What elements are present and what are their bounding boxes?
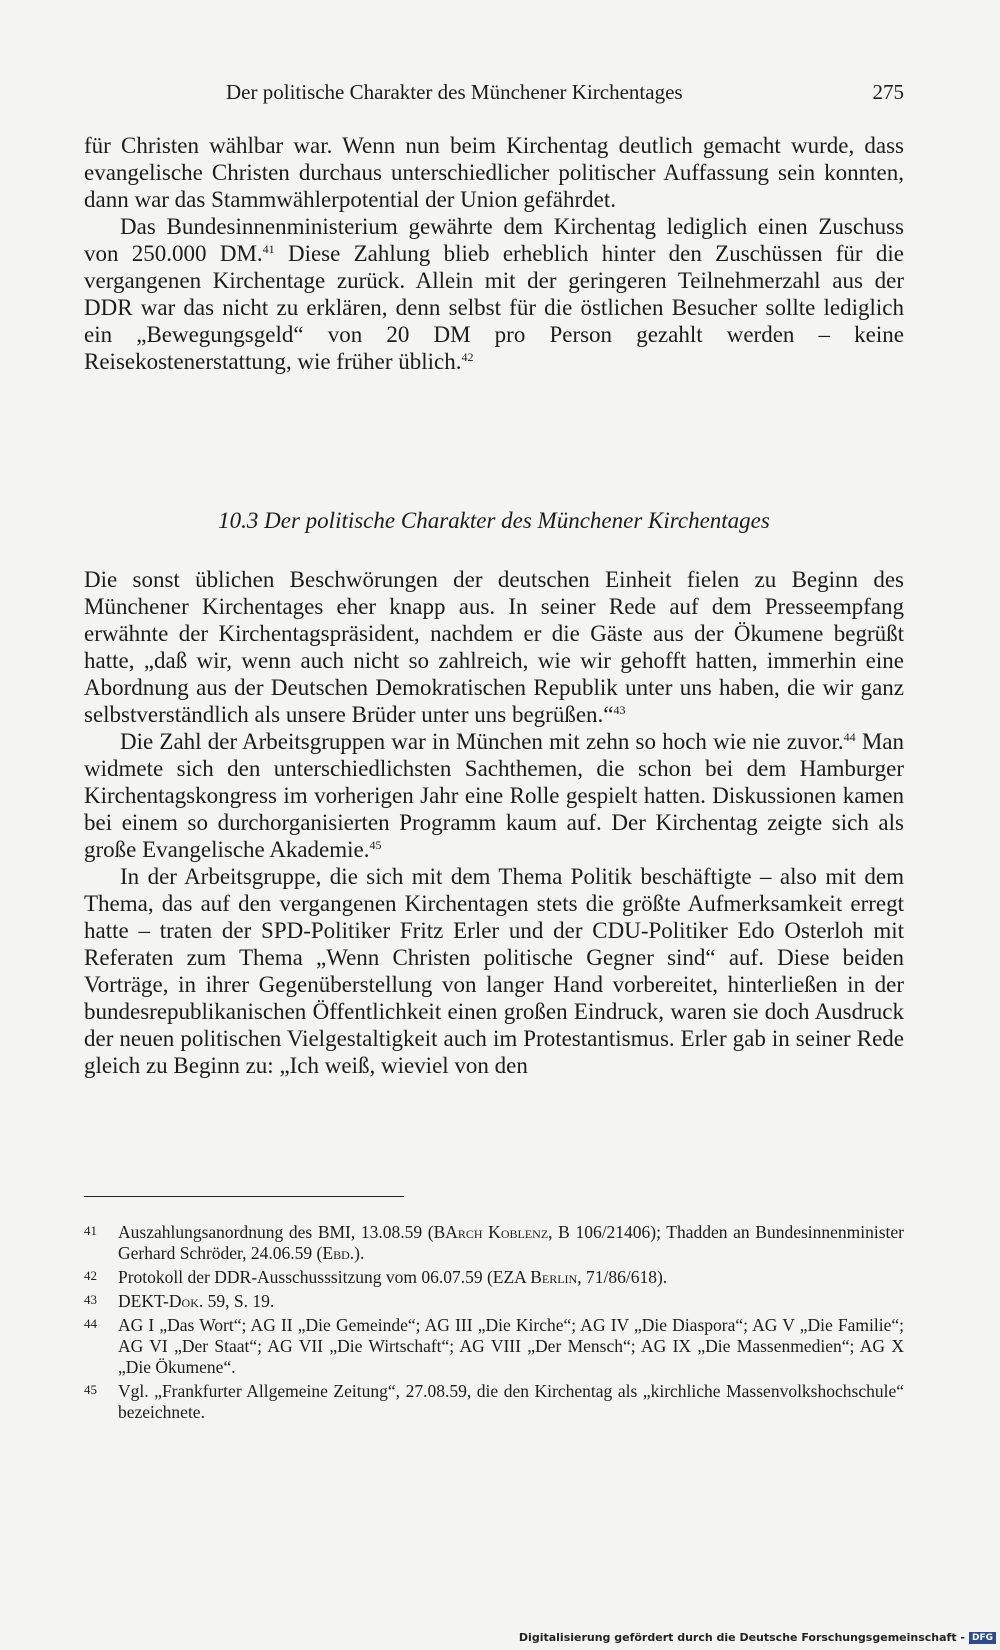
text-run: , 71/86/618). [577, 1267, 668, 1287]
dfg-logo: DFG [969, 1632, 996, 1644]
text-run: Die sonst üblichen Beschwörungen der deutschen Einheit fielen zu Beginn des Münchener Kirchentages eher knapp aus. In seiner Rede auf dem Presseempfang erwähnte der Kirchentagspräsident, nachdem er die Gäste aus der Ökumene begrüßt hatte, „daß wir, wenn auch nicht so zahlreich, wie wir gehofft hatten, immerhin eine Abordnung aus der Deutschen Demokratischen Republik unter uns haben, die wir ganz selbstverständlich als unsere Brüder unter uns begrüßen.“ [84, 567, 904, 727]
paragraph: In der Arbeitsgruppe, die sich mit dem Thema Politik beschäftigte – also mit dem Thema, das auf den vergangenen Kirchentagen stets die größte Aufmerksamkeit erregt hatte – traten der SPD-Politiker Fritz Erler und der CDU-Politiker Edo Osterloh mit Referaten zum Thema „Wenn Christen politische Gegner sind“ auf. Diese beiden Vorträge, in ihrer Gegenüberstellung von langer Hand vorbereitet, hinterließen in der bundesrepublikanischen Öffentlichkeit einen großen Eindruck, waren sie doch Ausdruck der neuen politischen Vielgestaltigkeit auch im Protestantismus. Erler gab in seiner Rede gleich zu Beginn zu: „Ich weiß, wieviel von den [84, 864, 904, 1078]
text-run: Auszahlungsanordnung des BMI, 13.08.59 ( [118, 1222, 434, 1242]
paragraph [84, 213, 904, 375]
body-text-main [84, 566, 904, 1079]
digitization-credit [519, 1631, 996, 1644]
footnote [84, 1291, 904, 1312]
paragraph [84, 728, 904, 863]
credit-text: Digitalisierung gefördert durch die Deutsche Forschungsgemeinschaft - [518, 1631, 965, 1644]
text-run: Berlin [530, 1267, 578, 1287]
footnote-number: 42 [84, 1268, 97, 1283]
text-run: Dok. [168, 1291, 204, 1311]
footnote-ref: 41 [262, 242, 275, 256]
text-run: Protokoll der DDR-Ausschusssitzung vom 06.07.59 (EZA [118, 1267, 531, 1287]
footnote [84, 1222, 904, 1264]
footnote [84, 1315, 904, 1378]
text-run: Das Bundesinnenministerium gewährte dem Kirchentag lediglich einen Zuschuss von 250.000 DM. [84, 214, 904, 266]
body-text-top [84, 132, 904, 375]
footnote-number: 41 [84, 1223, 97, 1238]
footnote [84, 1381, 904, 1423]
text-run: Ebd. [322, 1243, 355, 1263]
footnote-ref: 45 [369, 838, 382, 852]
text-run: DEKT- [118, 1291, 169, 1311]
footnote-ref: 44 [843, 730, 856, 744]
footnote-ref: 42 [461, 350, 474, 364]
footnote-ref: 43 [613, 703, 626, 717]
footnote-number: 44 [84, 1316, 97, 1331]
text-run: BArch Koblenz [433, 1222, 549, 1242]
section-heading: 10.3 Der politische Charakter des Münchener Kirchentages [218, 508, 770, 533]
footnote-rule [84, 1196, 404, 1197]
text-run: 59, S. 19. [203, 1291, 275, 1311]
text-run: Die Zahl der Arbeitsgruppen war in München mit zehn so hoch wie nie zuvor. [120, 729, 844, 754]
running-title: Der politische Charakter des Münchener Kirchentages [226, 80, 683, 104]
footnote [84, 1267, 904, 1288]
paragraph: für Christen wählbar war. Wenn nun beim Kirchentag deutlich gemacht wurde, dass evangelische Christen durchaus unterschiedlicher politischer Auffassung sein konnten, dann war das Stammwählerpotential der Union gefährdet. [84, 133, 904, 212]
paragraph [84, 566, 904, 728]
footnote-number: 43 [84, 1292, 97, 1307]
text-run: ). [354, 1243, 365, 1263]
text-run: Vgl. „Frankfurter Allgemeine Zeitung“, 27.08.59, die den Kirchentag als „kirchliche Massenvolkshochschule“ bezeichnete. [118, 1381, 904, 1422]
running-header [84, 80, 904, 110]
text-run: Man widmete sich den unterschiedlichsten Sachthemen, die schon bei dem Hamburger Kirchentagskongress im vorherigen Jahr eine Rolle gespielt hatten. Diskussionen kamen bei einem so durchorganisierten Programm kaum auf. Der Kirchentag zeigte sich als große Evangelische Akademie. [84, 729, 904, 862]
footnote-number: 45 [84, 1382, 97, 1397]
text-run: AG I „Das Wort“; AG II „Die Gemeinde“; AG III „Die Kirche“; AG IV „Die Diaspora“; AG V „Die Familie“; AG VI „Der Staat“; AG VII „Die Wirtschaft“; AG VIII „Der Mensch“; AG IX „Die Massenmedien“; AG X „Die Ökumene“. [118, 1315, 904, 1377]
page-number: 275 [872, 80, 904, 104]
footnotes [84, 1222, 904, 1426]
text-run: , B 106/21406); Thadden an Bundesinnenminister Gerhard Schröder, 24.06.59 ( [118, 1222, 905, 1263]
text-run: Diese Zahlung blieb erheblich hinter den Zuschüssen für die vergangenen Kirchentage zurück. Allein mit der geringeren Teilnehmerzahl aus der DDR war das nicht zu erklären, denn selbst für die östlichen Besucher sollte lediglich ein „Bewegungsgeld“ von 20 DM pro Person gezahlt werden – keine Reisekostenerstattung, wie früher üblich. [84, 241, 904, 374]
